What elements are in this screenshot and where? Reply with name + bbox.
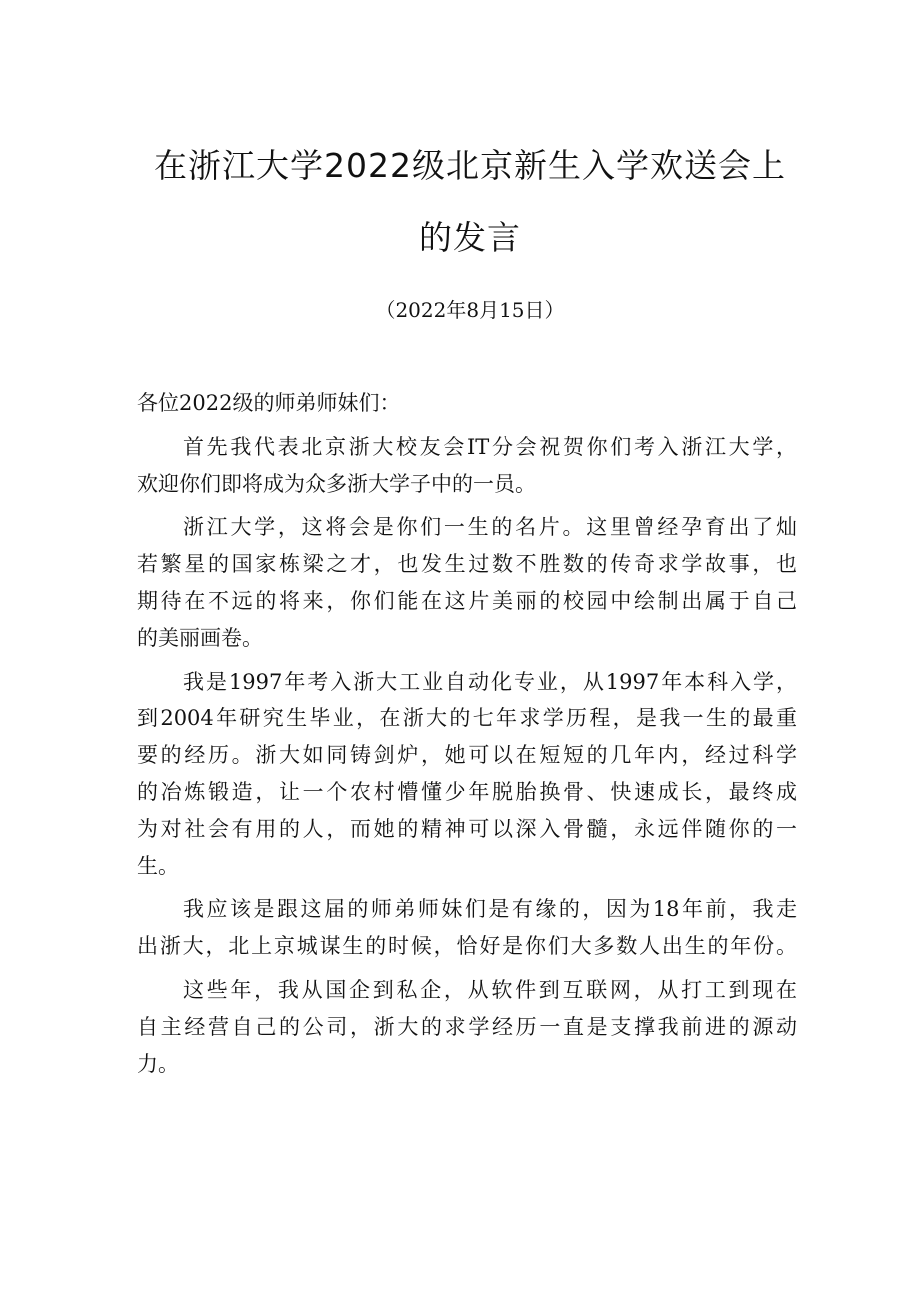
paragraph-line: 的美丽画卷。 bbox=[137, 625, 263, 650]
paragraph-line: 力。 bbox=[137, 1051, 179, 1076]
paragraph-line: 自主经营自己的公司，浙大的求学经历一直是支撑我前进的源动 bbox=[137, 1014, 797, 1039]
speech-body bbox=[137, 385, 797, 1082]
paragraph-line: 浙江大学，这将会是你们一生的名片。这里曾经孕育出了灿 bbox=[183, 515, 797, 540]
paragraph-line: 的冶炼锻造，让一个农村懵懂少年脱胎换骨、快速成长，最终成 bbox=[137, 779, 797, 804]
paragraph-line: 这些年，我从国企到私企，从软件到互联网，从打工到现在 bbox=[183, 977, 797, 1002]
paragraph-line: 首先我代表北京浙大校友会IT分会祝贺你们考入浙江大学， bbox=[183, 434, 797, 459]
title-line-2: 的发言 bbox=[419, 218, 521, 257]
paragraph-line: 生。 bbox=[137, 853, 179, 878]
paragraph-line: 若繁星的国家栋梁之才，也发生过数不胜数的传奇求学故事，也 bbox=[137, 552, 797, 577]
paragraph-line: 我应该是跟这届的师弟师妹们是有缘的，因为18年前，我走 bbox=[183, 897, 797, 922]
paragraph-line: 欢迎你们即将成为众多浙大学子中的一员。 bbox=[137, 471, 536, 496]
paragraph-5 bbox=[137, 972, 797, 1082]
paragraph-line: 为对社会有用的人，而她的精神可以深入骨髓，永远伴随你的一 bbox=[137, 816, 797, 841]
title-line-1: 在浙江大学2022级北京新生入学欢送会上 bbox=[154, 146, 786, 185]
greeting: 各位2022级的师弟师妹们： bbox=[137, 391, 401, 415]
paragraph-line: 期待在不远的将来，你们能在这片美丽的校园中绘制出属于自己 bbox=[137, 588, 797, 613]
speech-date: （2022年8月15日） bbox=[375, 298, 565, 322]
paragraph-line: 出浙大，北上京城谋生的时候，恰好是你们大多数人出生的年份。 bbox=[137, 934, 797, 959]
paragraph-4 bbox=[137, 891, 797, 965]
paragraph-line: 要的经历。浙大如同铸剑炉，她可以在短短的几年内，经过科学 bbox=[137, 743, 797, 768]
paragraph-line: 我是1997年考入浙大工业自动化专业，从1997年本科入学， bbox=[183, 669, 797, 694]
paragraph-2 bbox=[137, 509, 797, 656]
paragraph-line: 到2004年研究生毕业，在浙大的七年求学历程，是我一生的最重 bbox=[137, 706, 797, 731]
paragraph-3 bbox=[137, 664, 797, 885]
paragraph-1 bbox=[137, 429, 797, 503]
